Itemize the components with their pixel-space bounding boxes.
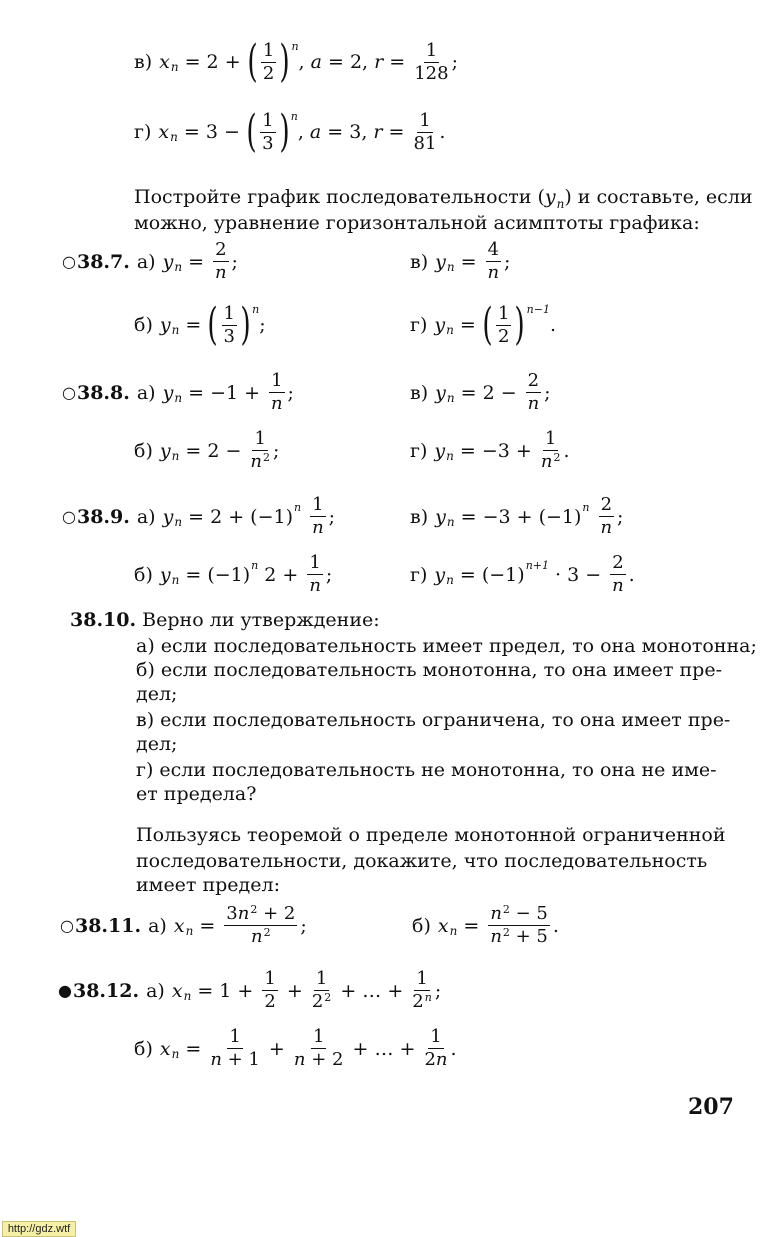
problem-38-9-a: ○ 38.9. а) y n = 2 + (−1) n $\frac{1}{n}$ ; (62, 494, 335, 538)
problem-38-7-g: г) y n = ( $\frac{1}{2}$ ) n−1 . (410, 299, 556, 350)
problem-38-7-a: ○ 38.7. а) y n = $\frac{2}{n}$ ; (62, 239, 238, 283)
problem-38-10-question: 38.10. Верно ли утверждение: (70, 609, 380, 631)
intro-paragraph-1: Постройте график последовательности $(y_n)$ и составьте, если (134, 186, 753, 211)
formula-top-g: г) x n = 3 − ( $\frac{1}{3}$ ) n , a = 3, r = $\frac{1}{81}$ . (134, 106, 446, 157)
intro-paragraph-2-line2: последовательности, докажите, что последовательность (136, 850, 708, 872)
item-label: в) (134, 51, 153, 73)
problem-38-10-line-3: дел; (136, 683, 178, 705)
problem-38-10-line-7: ет предела? (136, 783, 257, 805)
problem-38-8-v: в) y n = 2 − $\frac{2}{n}$ ; (410, 370, 551, 414)
intro-paragraph-1-line2: можно, уравнение горизонтальной асимптоты графика: (134, 212, 700, 234)
problem-38-11-b: б) x n = $\frac{n^2 - 5}{n^2 + 5}$ . (412, 903, 559, 947)
problem-38-10-line-5: дел; (136, 733, 178, 755)
intro-paragraph-2-line3: имеет предел: (136, 874, 280, 896)
problem-38-11-a: ○ 38.11. а) x n = $\frac{3n^2 + 2}{n^2}$ ; (60, 903, 307, 947)
problem-number: 38.9. (76, 505, 130, 528)
problem-38-10-line-4: в) если последовательность ограничена, то она имеет пре- (136, 709, 731, 731)
problem-number: 38.12. (72, 979, 140, 1002)
problem-38-7-b: б) y n = ( $\frac{1}{3}$ ) n ; (134, 299, 266, 350)
problem-38-12-a: ● 38.12. а) x n = 1 + $\frac{1}{2}$ + $\frac{1}{2^2}$ + … + $\frac{1}{2^n}$ ; (58, 968, 442, 1012)
problem-number: 38.8. (76, 381, 130, 404)
item-label: г) (134, 121, 152, 143)
page-number: 207 (688, 1094, 734, 1120)
problem-38-8-g: г) y n = −3 + $\frac{1}{n^2}$ . (410, 428, 570, 472)
problem-38-9-v: в) y n = −3 + (−1) n $\frac{2}{n}$ ; (410, 494, 624, 538)
problem-38-10-line-6: г) если последовательность не монотонна, то она не име- (136, 759, 717, 781)
problem-number: 38.7. (76, 250, 130, 273)
formula-top-v: в) x n = 2 + ( $\frac{1}{2}$ ) n , a = 2, r = $\frac{1}{128}$ ; (134, 36, 458, 87)
problem-38-9-g: г) y n = (−1) n+1 · 3 − $\frac{2}{n}$ . (410, 552, 635, 596)
problem-38-12-b: б) x n = $\frac{1}{n + 1}$ + $\frac{1}{n + 2}$ + … + $\frac{1}{2n}$ . (134, 1026, 457, 1070)
problem-38-8-b: б) y n = 2 − $\frac{1}{n^2}$ ; (134, 428, 280, 472)
problem-38-10-line-1: а) если последовательность имеет предел, то она монотонна; (136, 635, 757, 657)
problem-number: 38.10. (70, 609, 137, 631)
source-watermark[interactable]: http://gdz.wtf (2, 1221, 76, 1237)
problem-38-7-v: в) y n = $\frac{4}{n}$ ; (410, 239, 511, 283)
intro-paragraph-2-line1: Пользуясь теоремой о пределе монотонной ограниченной (136, 824, 726, 846)
problem-number: 38.11. (74, 914, 142, 937)
problem-38-10-line-2: б) если последовательность монотонна, то она имеет пре- (136, 659, 723, 681)
problem-38-9-b: б) y n = (−1) n 2 + $\frac{1}{n}$ ; (134, 552, 333, 596)
problem-38-8-a: ○ 38.8. а) y n = −1 + $\frac{1}{n}$ ; (62, 370, 294, 414)
